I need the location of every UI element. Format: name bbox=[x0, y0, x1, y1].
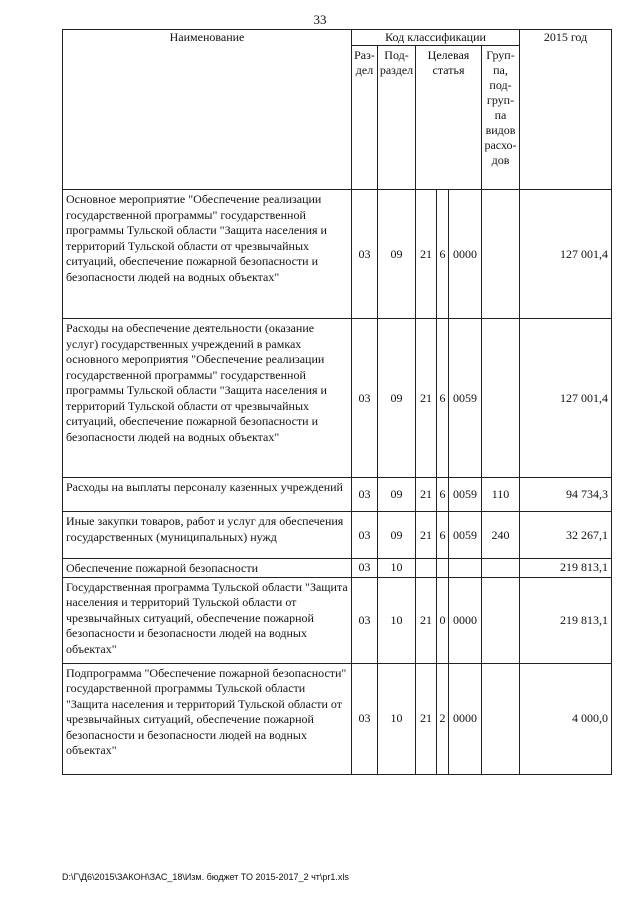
header-code-group: Код классификации bbox=[352, 30, 520, 46]
row-name: Подпрограмма "Обеспечение пожарной безопасности" государственной программы Тульской области "Защита населения и территорий Тульской области от чрезвычайных ситуаций, обеспечение пожарной безопасности и безопасности людей на водных объектах" bbox=[63, 663, 352, 774]
header-name: Наименование bbox=[63, 30, 352, 190]
row-amount: 94 734,3 bbox=[520, 478, 612, 512]
row-razdel: 03 bbox=[352, 663, 378, 774]
row-target-3: 0000 bbox=[449, 577, 482, 663]
row-name: Иные закупки товаров, работ и услуг для обеспечения государственных (муниципальных) нужд bbox=[63, 512, 352, 559]
row-razdel: 03 bbox=[352, 512, 378, 559]
row-podrazdel: 09 bbox=[378, 512, 416, 559]
table-row bbox=[63, 577, 612, 663]
row-name: Расходы на обеспечение деятельности (оказание услуг) государственных учреждений в рамках основного мероприятия "Обеспечение реализации государственной программы" государственной программы Тульской области "Защита населения и территорий Тульской области от чрезвычайных ситуаций, обеспечение пожарной безопасности и безопасности людей на водных объектах" bbox=[63, 319, 352, 478]
row-podrazdel: 09 bbox=[378, 190, 416, 319]
table-row bbox=[63, 663, 612, 774]
row-razdel: 03 bbox=[352, 478, 378, 512]
row-group bbox=[482, 577, 520, 663]
table-row bbox=[63, 478, 612, 512]
row-group bbox=[482, 663, 520, 774]
table-row bbox=[63, 559, 612, 578]
row-target-3 bbox=[449, 559, 482, 578]
row-target-1: 21 bbox=[416, 577, 437, 663]
header-razdel: Раз-дел bbox=[352, 46, 378, 190]
table-row bbox=[63, 512, 612, 559]
row-group bbox=[482, 559, 520, 578]
row-name: Обеспечение пожарной безопасности bbox=[63, 559, 352, 578]
row-target-2: 6 bbox=[437, 478, 449, 512]
budget-table bbox=[62, 29, 612, 775]
row-target-3: 0059 bbox=[449, 512, 482, 559]
row-target-2 bbox=[437, 559, 449, 578]
row-razdel: 03 bbox=[352, 559, 378, 578]
row-target-1: 21 bbox=[416, 190, 437, 319]
row-amount: 127 001,4 bbox=[520, 190, 612, 319]
row-group bbox=[482, 190, 520, 319]
row-target-2: 0 bbox=[437, 577, 449, 663]
row-podrazdel: 10 bbox=[378, 559, 416, 578]
row-target-2: 6 bbox=[437, 319, 449, 478]
row-target-3: 0059 bbox=[449, 478, 482, 512]
row-name: Государственная программа Тульской области "Защита населения и территорий Тульской области от чрезвычайных ситуаций, обеспечение пожарной безопасности и безопасности людей на водных объектах" bbox=[63, 577, 352, 663]
row-target-1 bbox=[416, 559, 437, 578]
header-group: Груп-па, под-груп-па видов расхо-дов bbox=[482, 46, 520, 190]
row-podrazdel: 10 bbox=[378, 663, 416, 774]
file-path-footer: D:\Г\Д6\2015\ЗАКОН\ЗАС_18\Изм. бюджет ТО 2015-2017_2 чт\pr1.xls bbox=[62, 872, 349, 882]
row-target-1: 21 bbox=[416, 663, 437, 774]
header-target: Целевая статья bbox=[416, 46, 482, 190]
row-amount: 32 267,1 bbox=[520, 512, 612, 559]
row-amount: 219 813,1 bbox=[520, 577, 612, 663]
row-razdel: 03 bbox=[352, 319, 378, 478]
table-row bbox=[63, 319, 612, 478]
page-number: 33 bbox=[313, 12, 327, 27]
row-name: Расходы на выплаты персоналу казенных учреждений bbox=[63, 478, 352, 512]
row-target-3: 0000 bbox=[449, 190, 482, 319]
row-amount: 4 000,0 bbox=[520, 663, 612, 774]
row-amount: 127 001,4 bbox=[520, 319, 612, 478]
table-row bbox=[63, 190, 612, 319]
row-group bbox=[482, 319, 520, 478]
row-razdel: 03 bbox=[352, 577, 378, 663]
row-group: 110 bbox=[482, 478, 520, 512]
row-target-2: 2 bbox=[437, 663, 449, 774]
row-target-1: 21 bbox=[416, 478, 437, 512]
row-target-3: 0059 bbox=[449, 319, 482, 478]
header-year: 2015 год bbox=[520, 30, 612, 190]
row-podrazdel: 10 bbox=[378, 577, 416, 663]
row-podrazdel: 09 bbox=[378, 478, 416, 512]
row-target-2: 6 bbox=[437, 512, 449, 559]
row-amount: 219 813,1 bbox=[520, 559, 612, 578]
row-name: Основное мероприятие "Обеспечение реализации государственной программы" государственной программы Тульской области "Защита населения и территорий Тульской области от чрезвычайных ситуаций, обеспечение пожарной безопасности и безопасности людей на водных объектах" bbox=[63, 190, 352, 319]
row-target-1: 21 bbox=[416, 512, 437, 559]
row-razdel: 03 bbox=[352, 190, 378, 319]
row-target-3: 0000 bbox=[449, 663, 482, 774]
row-target-1: 21 bbox=[416, 319, 437, 478]
row-group: 240 bbox=[482, 512, 520, 559]
row-target-2: 6 bbox=[437, 190, 449, 319]
row-podrazdel: 09 bbox=[378, 319, 416, 478]
header-podrazdel: Под-раздел bbox=[378, 46, 416, 190]
